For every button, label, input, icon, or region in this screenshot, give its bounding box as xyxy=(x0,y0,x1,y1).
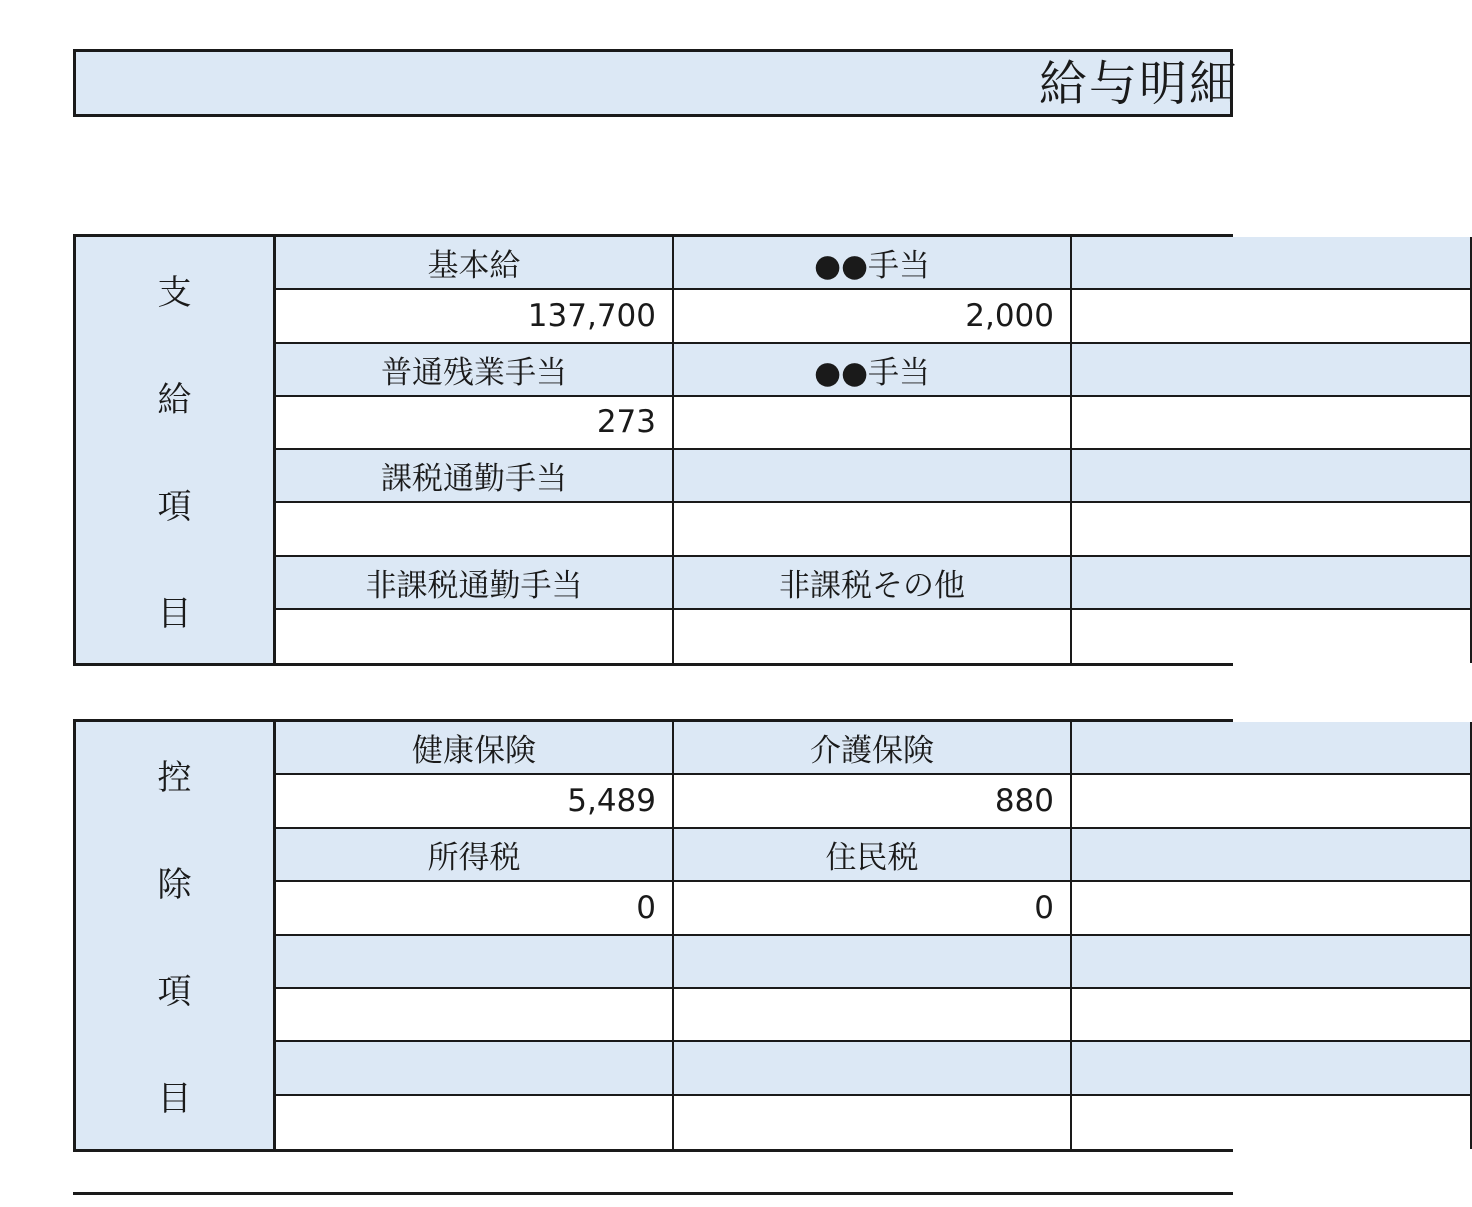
deductions-side-char: 控 xyxy=(157,758,192,798)
deduction-item-value: 880 xyxy=(674,775,1072,828)
deduction-item-label xyxy=(276,936,674,989)
deductions-side-char: 目 xyxy=(157,1079,192,1119)
payment-item-value: 137,700 xyxy=(276,290,674,343)
document-title: 給与明細 xyxy=(1039,56,1240,112)
deduction-item-label xyxy=(1072,936,1472,989)
payment-item-label xyxy=(1072,557,1472,610)
deduction-item-value xyxy=(674,1096,1072,1149)
deduction-item-value xyxy=(1072,882,1472,935)
next-section-edge xyxy=(73,1192,1233,1207)
deductions-side-label xyxy=(76,722,276,1149)
deduction-item-label: 介護保険 xyxy=(674,722,1072,775)
payment-item-value xyxy=(1072,610,1472,663)
payments-side-label xyxy=(76,237,276,663)
payment-item-label xyxy=(1072,450,1472,503)
deductions-side-char: 項 xyxy=(157,972,192,1012)
deductions-side-char: 除 xyxy=(157,865,192,905)
payment-item-label: 課税通勤手当 xyxy=(276,450,674,503)
payments-side-char: 支 xyxy=(157,273,192,313)
deduction-item-label xyxy=(1072,722,1472,775)
payment-item-label: 基本給 xyxy=(276,237,674,290)
payment-item-value: 273 xyxy=(276,397,674,450)
deduction-item-value xyxy=(1072,775,1472,828)
deduction-item-value: 0 xyxy=(276,882,674,935)
deduction-item-value xyxy=(276,989,674,1042)
payment-item-label xyxy=(1072,344,1472,397)
deduction-item-label: 所得税 xyxy=(276,829,674,882)
deduction-item-value xyxy=(674,989,1072,1042)
deduction-item-label: 住民税 xyxy=(674,829,1072,882)
deduction-item-label xyxy=(674,936,1072,989)
deduction-item-label xyxy=(276,1042,674,1095)
payment-item-value xyxy=(674,610,1072,663)
payment-item-value xyxy=(276,610,674,663)
payment-item-label: 非課税通勤手当 xyxy=(276,557,674,610)
payments-side-char: 給 xyxy=(157,380,192,420)
payment-item-label xyxy=(674,450,1072,503)
payment-item-label xyxy=(1072,237,1472,290)
deduction-item-label xyxy=(1072,1042,1472,1095)
payments-side-char: 項 xyxy=(157,487,192,527)
payment-item-label: 普通残業手当 xyxy=(276,344,674,397)
deduction-item-value: 0 xyxy=(674,882,1072,935)
deduction-item-label xyxy=(1072,829,1472,882)
payment-item-value xyxy=(276,503,674,556)
payment-item-value xyxy=(674,503,1072,556)
payment-item-value xyxy=(1072,503,1472,556)
deduction-item-value: 5,489 xyxy=(276,775,674,828)
payment-item-label: ●●手当 xyxy=(674,344,1072,397)
payment-item-value: 2,000 xyxy=(674,290,1072,343)
payment-item-value xyxy=(1072,397,1472,450)
payment-item-label: 非課税その他 xyxy=(674,557,1072,610)
deduction-item-value xyxy=(276,1096,674,1149)
payments-side-char: 目 xyxy=(157,594,192,634)
payments-grid xyxy=(276,237,1230,663)
deductions-grid xyxy=(276,722,1230,1149)
deduction-item-label: 健康保険 xyxy=(276,722,674,775)
deduction-item-label xyxy=(674,1042,1072,1095)
deductions-section xyxy=(73,719,1233,1152)
payments-section xyxy=(73,234,1233,666)
deduction-item-value xyxy=(1072,989,1472,1042)
title-bar xyxy=(73,49,1240,117)
payment-item-value xyxy=(1072,290,1472,343)
payment-item-value xyxy=(674,397,1072,450)
deduction-item-value xyxy=(1072,1096,1472,1149)
payment-item-label: ●●手当 xyxy=(674,237,1072,290)
